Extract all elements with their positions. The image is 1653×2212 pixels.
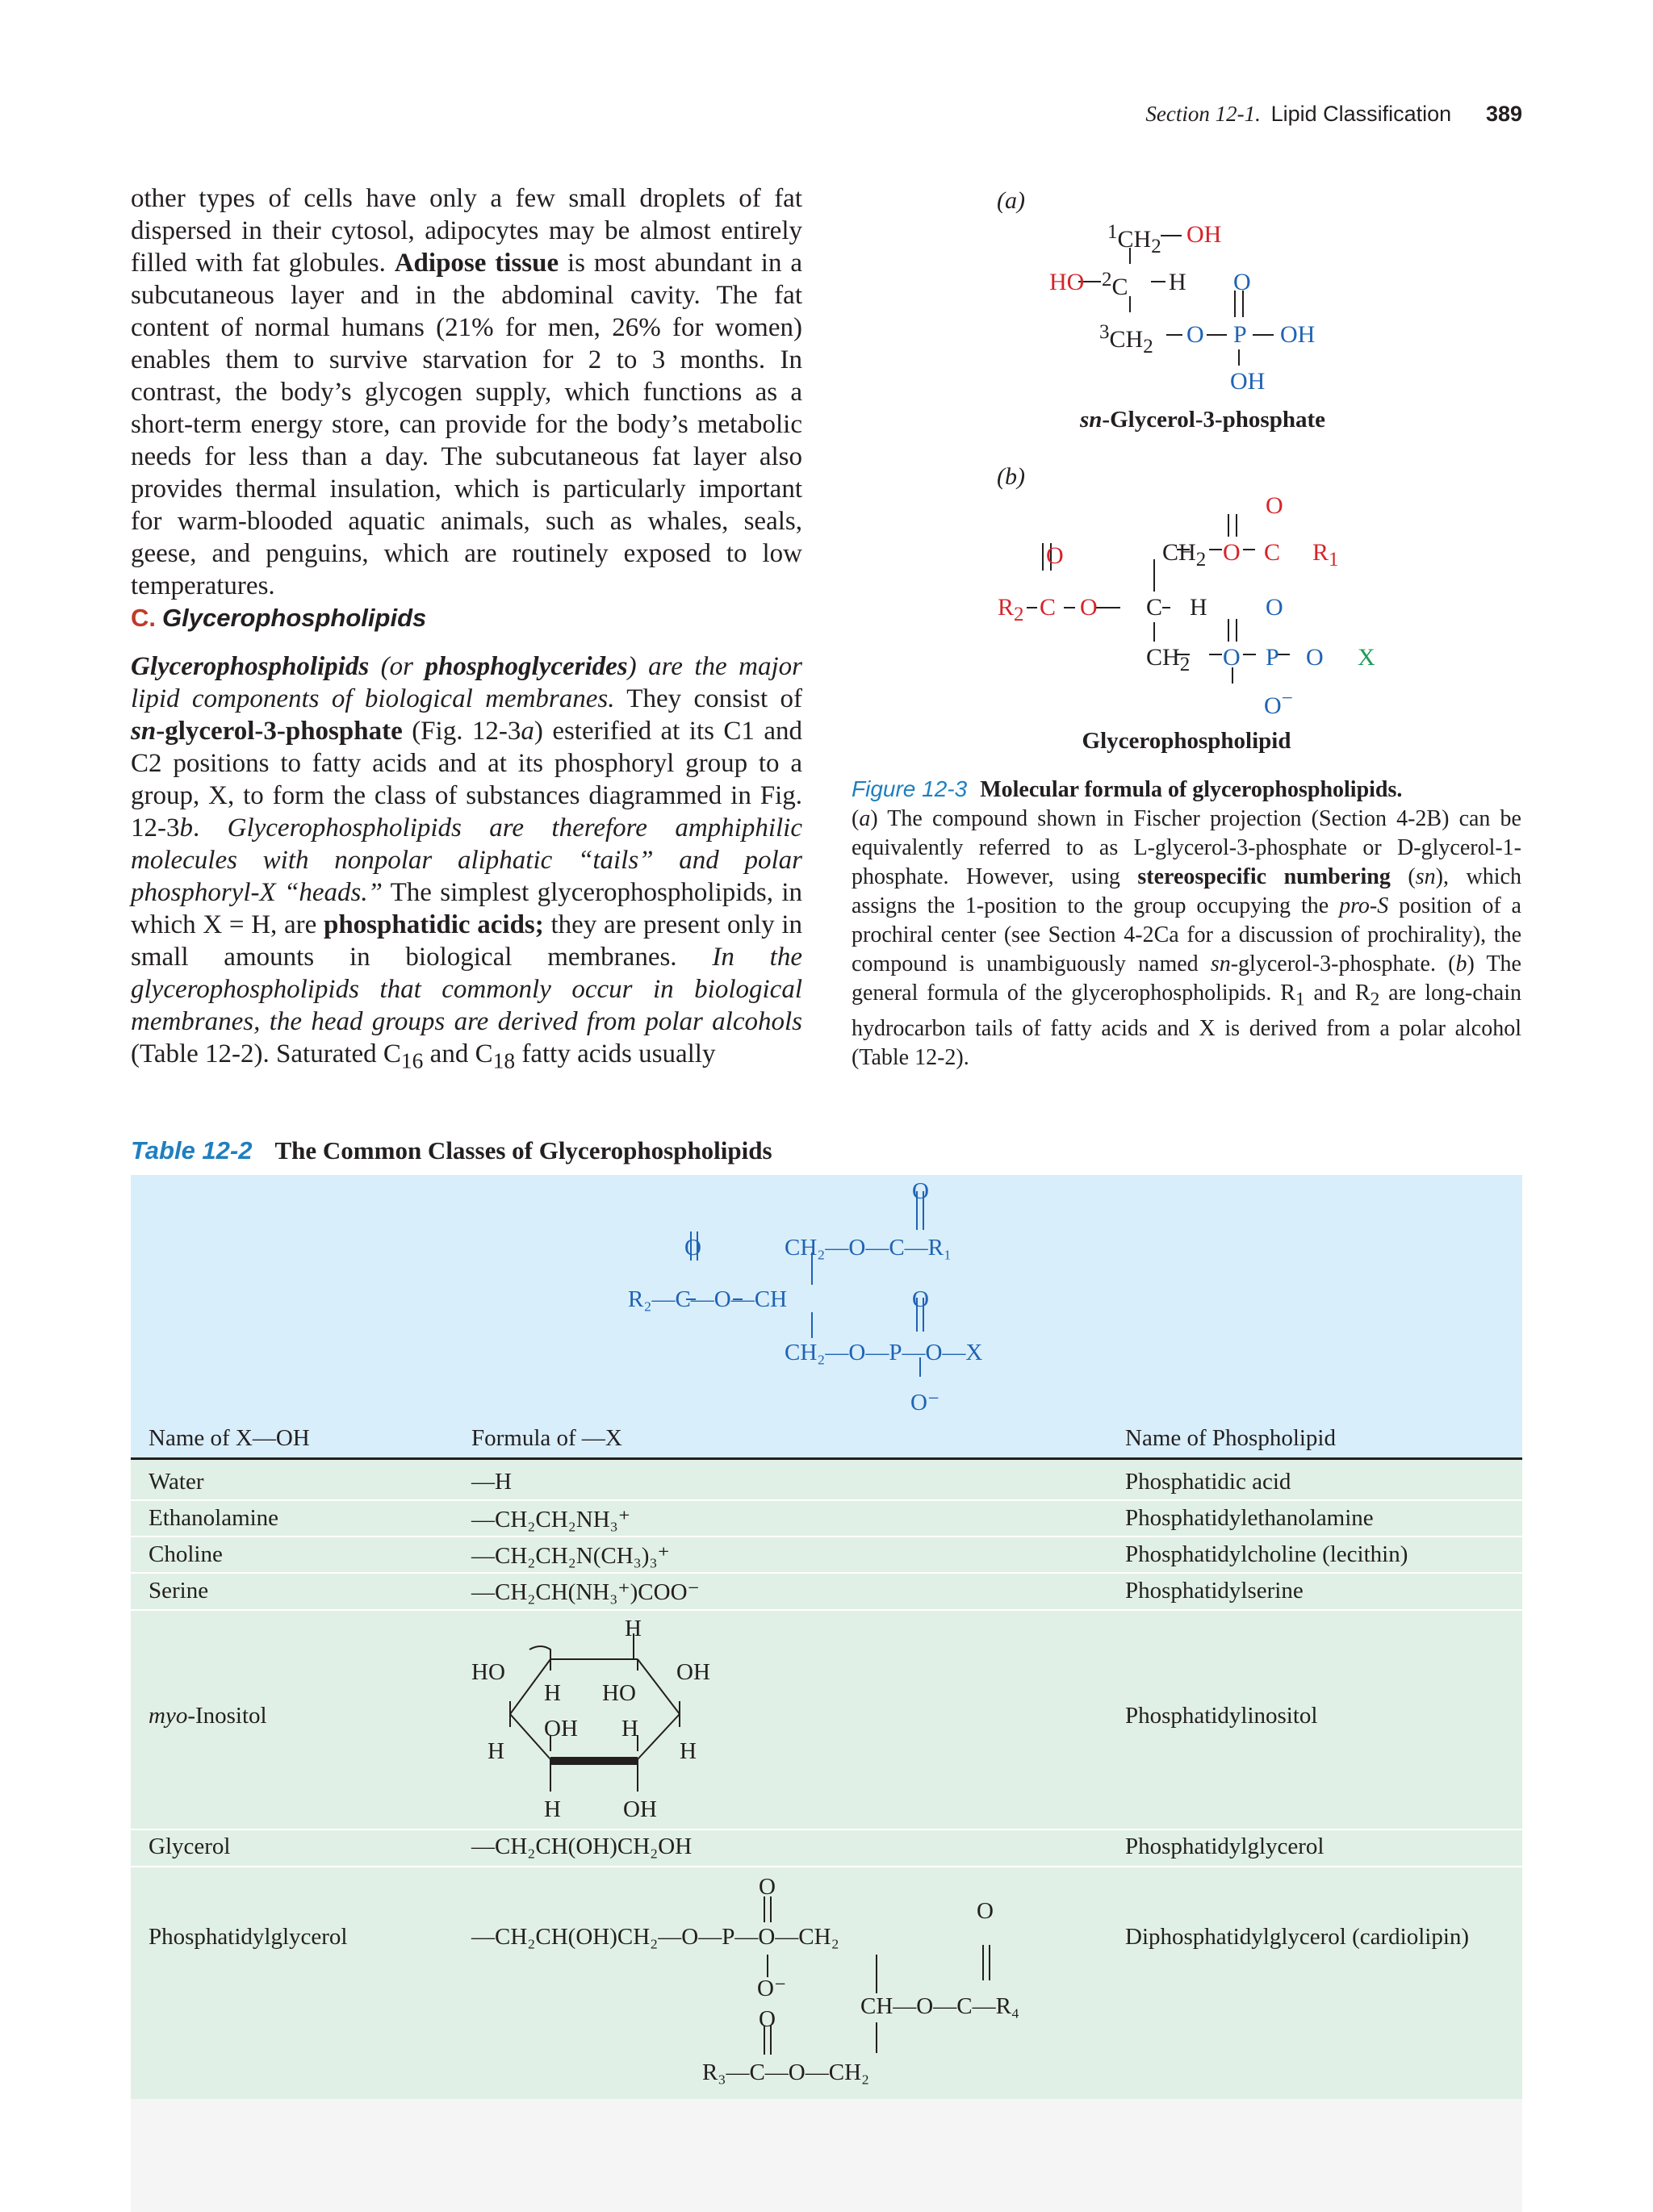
fc17: ) The general formula of the glycerophospholipids. R [852, 951, 1521, 1006]
para2-t8: (Fig. 12-3 [402, 717, 521, 746]
figure-label: Figure 12-3 [852, 776, 968, 801]
atom-h-c2: H [1169, 269, 1186, 295]
table-footer-band [131, 2099, 1522, 2212]
sub-2b: 2 [1143, 336, 1153, 358]
ch2-bottom: CH [1146, 644, 1180, 671]
fc5: -glycerol-3-phosphate or [1147, 835, 1398, 860]
row-pg-name: Phosphatidylglycerol [149, 1924, 348, 1950]
inositol-oh-bottom: OH [623, 1796, 657, 1822]
section-heading [131, 604, 426, 633]
row-ethanolamine-formula: —CH₂CH₂NH₃⁺ [471, 1507, 631, 1533]
atom-c2 [1102, 269, 1128, 301]
col-header-phospholipid: Name of Phospholipid [1125, 1425, 1336, 1451]
header-struct-r1: CH₂—O—C—R₁ [785, 1235, 952, 1261]
row-pg-formula: —CH₂CH(OH)CH₂—O—P—O—CH₂ [471, 1924, 839, 1950]
atom-p: P [1233, 321, 1247, 348]
row-serine-phospholipid: Phosphatidylserine [1125, 1578, 1304, 1604]
row-serine-name: Serine [149, 1578, 209, 1604]
atom-p-b: P [1266, 644, 1279, 671]
running-header-title: Lipid Classification [1270, 102, 1452, 126]
body-paragraph-2 [131, 650, 802, 1077]
atom-c: C [1111, 274, 1128, 300]
header-struct-x: CH₂—O—P—O—X [785, 1340, 983, 1365]
header-struct-o-top: O [912, 1178, 929, 1204]
row-separator [131, 1829, 1522, 1830]
atom-oh-p-bottom: OH [1230, 368, 1266, 395]
para2-term-phosphatidic-acids: phosphatidic acids; [323, 910, 544, 939]
fc2: a [859, 806, 871, 831]
row-serine-formula: —CH₂CH(NH₃⁺)COO⁻ [471, 1579, 700, 1605]
row-ethanolamine-name: Ethanolamine [149, 1505, 279, 1531]
ch2-top: CH [1162, 539, 1196, 566]
atom-ch2-3: CH [1109, 326, 1144, 353]
atom-oh-p: OH [1280, 321, 1316, 348]
atom-oh-c1: OH [1186, 221, 1222, 248]
atom-ch2-bottom [1146, 644, 1190, 676]
atom-o-double: O [1233, 269, 1251, 295]
col-header-formula-x: Formula of —X [471, 1425, 622, 1451]
fc7: -glycerol-1-phosphate. However, using [852, 835, 1521, 889]
col-header-name-x-oh: Name of X—OH [149, 1425, 310, 1451]
cardiolipin-o-top: O [759, 1874, 776, 1900]
atom-ch2-top [1162, 539, 1206, 571]
locant-2: 2 [1102, 269, 1112, 291]
fc19: are long-chain hydrocarbon tails of fatty acids and X is derived from a polar alcohol (Table 12-2). [852, 981, 1521, 1070]
row-water-name: Water [149, 1469, 204, 1495]
atom-c-r2: C [1040, 594, 1057, 621]
para2-sub18: 18 [492, 1047, 516, 1073]
row-glycerol-name: Glycerol [149, 1834, 231, 1859]
fc9: ( [1390, 864, 1416, 889]
atom-o-ester: O [1186, 321, 1204, 348]
fc10: sn [1415, 864, 1436, 889]
fc16: b [1455, 951, 1467, 976]
fc4: L [1133, 835, 1148, 860]
row-glycerol-phospholipid: Phosphatidylglycerol [1125, 1834, 1324, 1859]
figure-title: Molecular formula of glycerophospholipids. [980, 777, 1403, 802]
para2-t20: fatty acids usually [515, 1039, 716, 1068]
inositol-h-2: H [621, 1716, 638, 1742]
inositol-h-1: H [544, 1680, 561, 1706]
fc8: stereospecific numbering [1137, 864, 1391, 889]
fc12: pro-S [1339, 893, 1389, 918]
para2-t17: In the glycerophospholipids that commonly occur in biological membranes, the head groups are derived from polar alcohols [131, 943, 802, 1036]
fc6: D [1397, 835, 1414, 860]
para2-t4: ) are the major lipid components of biological membranes. [131, 652, 802, 713]
row-choline-name: Choline [149, 1541, 223, 1567]
para2-term-phosphoglycerides: phosphoglycerides [425, 652, 628, 681]
para2-term-glycerophospholipids: Glycerophospholipids [131, 652, 370, 681]
row-water-phospholipid: Phosphatidic acid [1125, 1469, 1291, 1495]
section-letter: C. [131, 604, 156, 632]
atom-o-r1-carbonyl: O [1266, 492, 1283, 519]
fc3: ) The compound shown in Fischer projection (Section 4-2B) can be equivalently referred to as [852, 806, 1521, 860]
row-inositol-phospholipid: Phosphatidylinositol [1125, 1703, 1318, 1729]
para1-bold-term: Adipose tissue [394, 249, 559, 278]
atom-o-r2-ester: O [1080, 594, 1098, 621]
cardiolipin-o-lower: O [759, 2006, 776, 2032]
sub-2d: 2 [1179, 654, 1191, 675]
page-number: 389 [1485, 102, 1522, 126]
row-glycerol-formula: —CH₂CH(OH)CH₂OH [471, 1834, 693, 1859]
panel-b-label: (b) [997, 463, 1025, 490]
row-ethanolamine-phospholipid: Phosphatidylethanolamine [1125, 1505, 1374, 1531]
inositol-h-right: H [680, 1738, 697, 1764]
cardiolipin-o-right: O [977, 1898, 994, 1924]
atom-c-r1: C [1264, 539, 1281, 566]
inositol-prefix: myo [149, 1703, 188, 1729]
running-header-section: Section 12-1. [1145, 102, 1261, 126]
fc18s: 2 [1370, 989, 1380, 1010]
atom-o-phosphoryl: O [1266, 594, 1283, 621]
fc18: and R [1304, 981, 1371, 1006]
para2-t13: Glycerophospholipids are therefore amphiphilic molecules with nonpolar aliphatic “tails” and polar phosphoryl-X “heads.” [131, 813, 802, 907]
fc1: ( [852, 806, 860, 831]
fc11: ), which assigns the 1-position to the group occupying the [852, 864, 1521, 918]
atom-x: X [1358, 644, 1375, 671]
row-separator [131, 1499, 1522, 1501]
para2-t10: ) esterified at its C1 and C2 positions to fatty acids and at its phosphoryl group to a group, X, to form the class of substances diagrammed in Fig. 12-3 [131, 717, 802, 843]
cardiolipin-r3: R₃—C—O—CH₂ [702, 2059, 870, 2085]
header-struct-o-left: O [684, 1235, 701, 1261]
atom-o-x: O [1306, 644, 1324, 671]
inositol-oh-right: OH [676, 1659, 710, 1685]
atom-c-center: C [1146, 594, 1163, 621]
para2-t16: they are present only in small amounts in biological membranes. [131, 910, 802, 972]
para2-sub16: 16 [400, 1047, 424, 1073]
r2-letter: R [998, 594, 1015, 621]
table-label: Table 12-2 [131, 1136, 253, 1165]
atom-c1 [1107, 221, 1161, 258]
para2-t19: and C [423, 1039, 493, 1068]
panel-b-compound-name: Glycerophospholipid [1082, 728, 1291, 754]
para2-t2: (or [369, 652, 425, 681]
r1-sub: 1 [1329, 549, 1339, 571]
inositol-ring-structure [460, 1614, 718, 1824]
table-caption [131, 1136, 772, 1165]
header-struct-o-minus: O⁻ [910, 1390, 940, 1415]
inositol-ho-left: HO [471, 1659, 505, 1685]
inositol-oh-in: OH [544, 1716, 578, 1742]
section-title: Glycerophospholipids [162, 604, 427, 632]
para2-t14: The simplest glycerophospholipids, in which X = H, are [131, 878, 802, 939]
para1-text-b: is most abundant in a subcutaneous layer and in the abdominal cavity. The fat content of normal humans (21% for men, 26% for women) enables them to survive starvation for 2 to 3 months. In contrast, the body’s glycogen supply, which functions as a short-term energy store, can provide for the body’s metabolic needs for less than a day. The subcutaneous fat layer also provides thermal insulation, which is particularly important for warm-blooded aquatic animals, such as whales, seals, geese, and penguins, which are routinely exposed to low temperatures. [131, 249, 802, 600]
running-header [1145, 102, 1522, 127]
para2-t12: . [193, 813, 228, 843]
atom-r1 [1312, 539, 1339, 571]
para2-t7: -glycerol-3-phosphate [156, 717, 403, 746]
panel-a-compound-name [1033, 407, 1372, 433]
figure-caption [852, 775, 1521, 1073]
fc17s: 1 [1295, 989, 1305, 1010]
row-water-formula: —H [471, 1469, 512, 1495]
row-separator [131, 1572, 1522, 1574]
atom-ch2-1: CH [1117, 226, 1152, 253]
panel-a-name-prefix: sn [1080, 407, 1103, 433]
para2-t6: sn [131, 717, 157, 746]
o-minus-letter: O [1264, 692, 1282, 719]
row-separator [131, 1536, 1522, 1537]
fc13: position of a prochiral center (see Section 4-2Ca for a discussion of prochirality), the compound is unambiguously named [852, 893, 1521, 976]
cardiolipin-ch-r4: CH—O—C—R₄ [860, 1993, 1020, 2019]
para2-t5: They consist of [614, 684, 802, 713]
row-separator [131, 1866, 1522, 1867]
cardiolipin-o-minus: O⁻ [757, 1976, 787, 2001]
row-pg-phospholipid: Diphosphatidylglycerol (cardiolipin) [1125, 1924, 1470, 1950]
inositol-h-top: H [625, 1616, 642, 1641]
r2-sub: 2 [1014, 604, 1024, 625]
sub-2c: 2 [1195, 549, 1207, 571]
inositol-h-left: H [488, 1738, 504, 1764]
atom-c3 [1099, 321, 1153, 358]
row-choline-formula: —CH₂CH₂N(CH₃)₃⁺ [471, 1543, 670, 1569]
para1-text-a: other types of cells have only a few small droplets of fat dispersed in their cytosol, adipocytes may be almost entirely filled with fat globules. [131, 184, 802, 278]
para2-t18: (Table 12-2). Saturated C [131, 1039, 401, 1068]
atom-h-center: H [1190, 594, 1207, 621]
locant-1: 1 [1107, 221, 1118, 243]
panel-a-name-rest: -Glycerol-3-phosphate [1102, 407, 1325, 433]
inositol-h-bottom: H [544, 1796, 561, 1822]
r1-letter: R [1312, 539, 1329, 566]
panel-a-label: (a) [997, 187, 1025, 214]
atom-o-r1-ester: O [1223, 539, 1241, 566]
atom-o-minus [1264, 688, 1293, 720]
o-minus-sign: − [1281, 688, 1293, 709]
atom-ho-c2: HO [1049, 269, 1085, 295]
row-inositol-name [149, 1703, 267, 1729]
atom-o-r2-carbonyl: O [1046, 542, 1064, 569]
fc14: sn [1210, 951, 1231, 976]
row-choline-phospholipid: Phosphatidylcholine (lecithin) [1125, 1541, 1408, 1567]
table-title: The Common Classes of Glycerophospholipids [274, 1136, 772, 1165]
atom-r2 [998, 594, 1024, 626]
header-struct-r2: R₂—C—O—CH [628, 1286, 788, 1312]
locant-3: 3 [1099, 321, 1110, 343]
atom-o-phos-ester: O [1223, 644, 1241, 671]
row-separator [131, 1609, 1522, 1611]
table-header-rule [131, 1457, 1522, 1460]
inositol-rest: -Inositol [187, 1703, 267, 1729]
body-paragraph-1 [131, 182, 802, 602]
fc15: -glycerol-3-phosphate. ( [1230, 951, 1456, 976]
para2-t9: a [521, 717, 534, 746]
inositol-ho-in: HO [602, 1680, 636, 1706]
para2-t11: b [179, 813, 193, 843]
sub-2a: 2 [1151, 236, 1161, 257]
header-struct-o-mid: O [912, 1286, 929, 1312]
